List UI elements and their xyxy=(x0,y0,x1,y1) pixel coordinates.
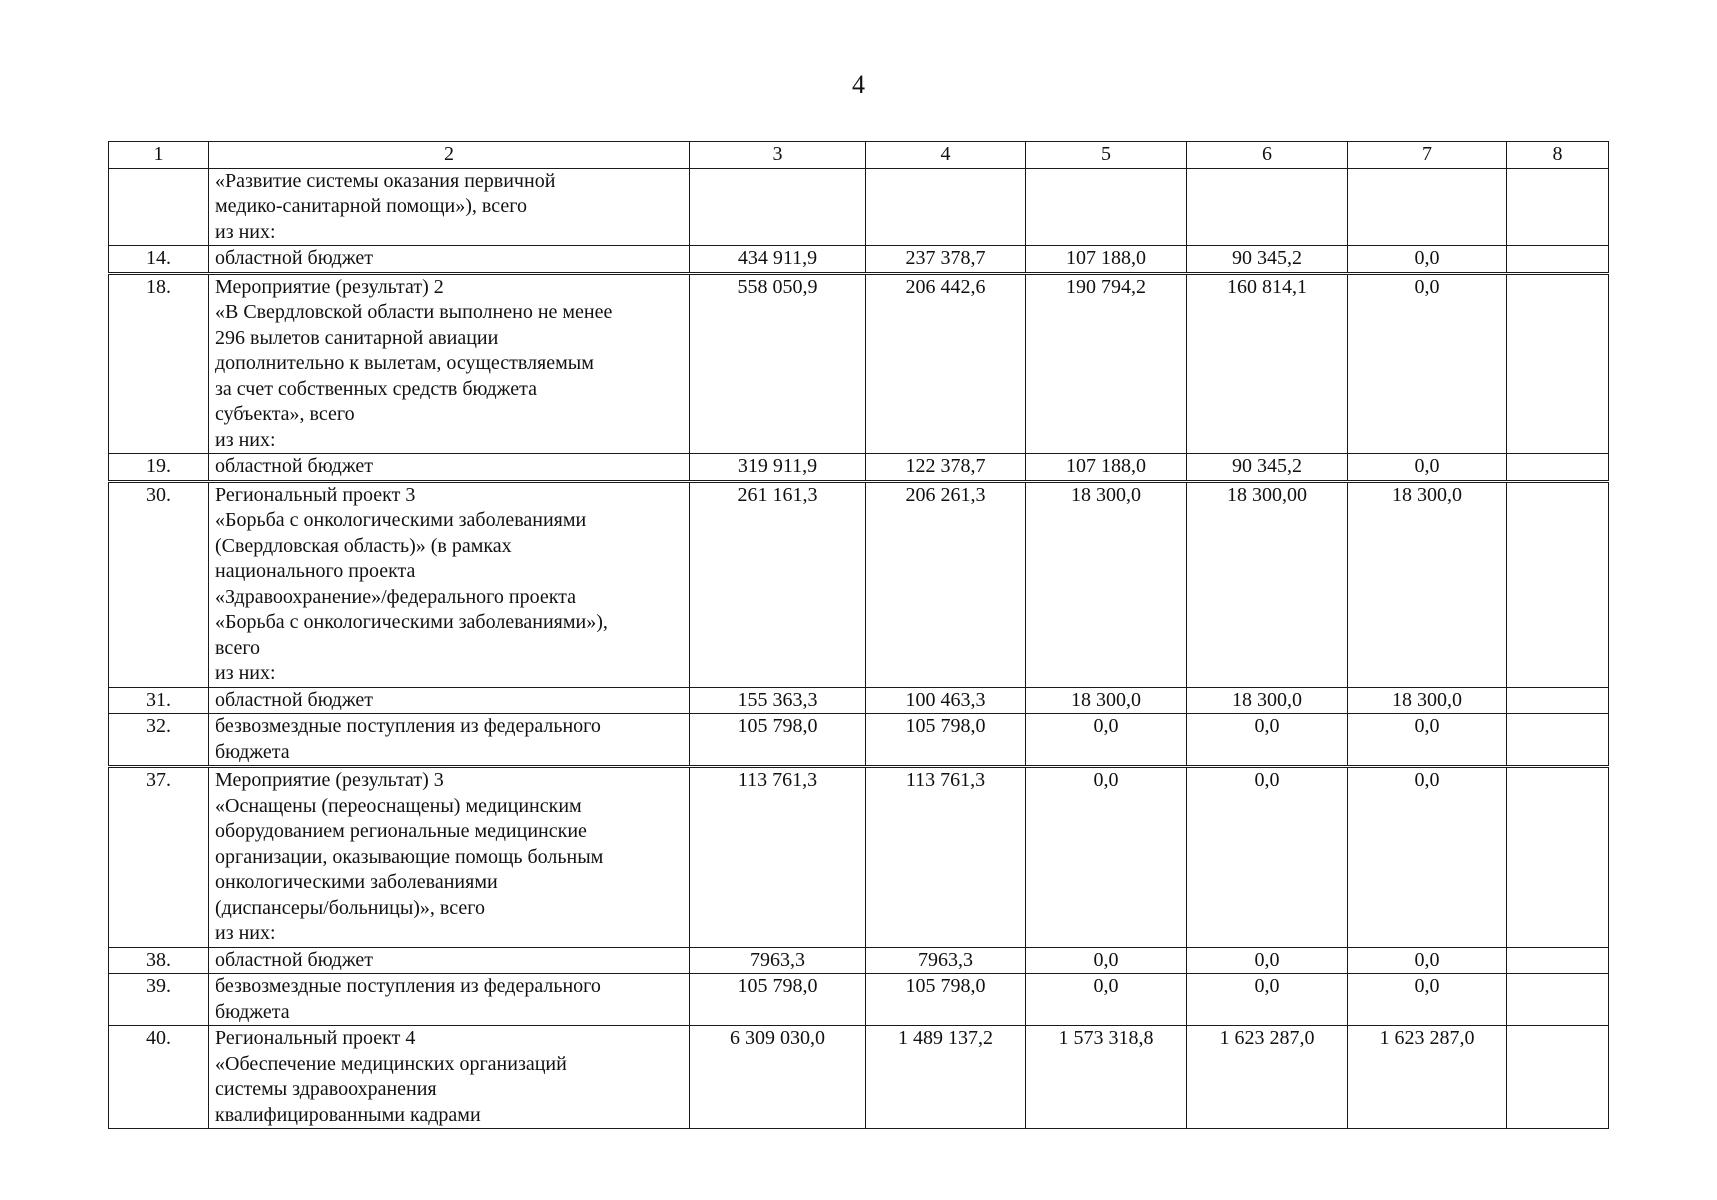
table-row xyxy=(109,947,1609,974)
value-cell-col8 xyxy=(1507,1026,1609,1129)
value-cell-col7: 0,0 xyxy=(1348,714,1507,767)
value-cell-col8 xyxy=(1507,687,1609,714)
table-row xyxy=(109,168,1609,246)
table-row xyxy=(109,974,1609,1026)
value-cell-col6: 0,0 xyxy=(1187,947,1348,974)
row-number-cell: 38. xyxy=(109,947,209,974)
value-cell-col8 xyxy=(1507,714,1609,767)
description-cell: областной бюджет xyxy=(209,246,690,274)
column-number-header: 7 xyxy=(1348,142,1507,169)
value-cell-col3: 319 911,9 xyxy=(690,454,866,482)
value-cell-col4: 1 489 137,2 xyxy=(866,1026,1026,1129)
table-row xyxy=(109,481,1609,687)
value-cell-col4: 100 463,3 xyxy=(866,687,1026,714)
value-cell-col6: 0,0 xyxy=(1187,767,1348,948)
value-cell-col6 xyxy=(1187,168,1348,246)
value-cell-col5: 18 300,0 xyxy=(1026,481,1187,687)
description-cell: Региональный проект 4 «Обеспечение медицинских организаций системы здравоохранения квалифицированными кадрами xyxy=(209,1026,690,1129)
column-number-header: 4 xyxy=(866,142,1026,169)
value-cell-col4: 237 378,7 xyxy=(866,246,1026,274)
description-cell: областной бюджет xyxy=(209,687,690,714)
value-cell-col6: 160 814,1 xyxy=(1187,273,1348,454)
row-number-cell xyxy=(109,168,209,246)
row-number-cell: 40. xyxy=(109,1026,209,1129)
description-cell: Мероприятие (результат) 2 «В Свердловской области выполнено не менее 296 вылетов санитарной авиации дополнительно к вылетам, осуществляемым за счет собственных средств бюджета субъекта», всего из них: xyxy=(209,273,690,454)
column-number-header: 3 xyxy=(690,142,866,169)
table-row xyxy=(109,1026,1609,1129)
value-cell-col5: 107 188,0 xyxy=(1026,454,1187,482)
table-row xyxy=(109,687,1609,714)
column-number-header: 8 xyxy=(1507,142,1609,169)
value-cell-col5 xyxy=(1026,168,1187,246)
description-cell: областной бюджет xyxy=(209,947,690,974)
value-cell-col3: 105 798,0 xyxy=(690,714,866,767)
value-cell-col8 xyxy=(1507,273,1609,454)
row-number-cell: 19. xyxy=(109,454,209,482)
value-cell-col3: 113 761,3 xyxy=(690,767,866,948)
description-cell: Мероприятие (результат) 3 «Оснащены (переоснащены) медицинским оборудованием региональные медицинские организации, оказывающие помощь больным онкологическими заболеваниями (диспансеры/больницы)», всего из них: xyxy=(209,767,690,948)
table-row xyxy=(109,714,1609,767)
value-cell-col6: 90 345,2 xyxy=(1187,454,1348,482)
value-cell-col6: 1 623 287,0 xyxy=(1187,1026,1348,1129)
table-row xyxy=(109,767,1609,948)
row-number-cell: 30. xyxy=(109,481,209,687)
value-cell-col6: 0,0 xyxy=(1187,974,1348,1026)
value-cell-col6: 0,0 xyxy=(1187,714,1348,767)
column-number-header: 6 xyxy=(1187,142,1348,169)
row-number-cell: 32. xyxy=(109,714,209,767)
value-cell-col6: 18 300,00 xyxy=(1187,481,1348,687)
table-row xyxy=(109,246,1609,274)
value-cell-col5: 18 300,0 xyxy=(1026,687,1187,714)
value-cell-col7: 0,0 xyxy=(1348,273,1507,454)
value-cell-col4: 206 442,6 xyxy=(866,273,1026,454)
row-number-cell: 31. xyxy=(109,687,209,714)
value-cell-col7 xyxy=(1348,168,1507,246)
value-cell-col5: 0,0 xyxy=(1026,974,1187,1026)
table-header-row xyxy=(109,142,1609,169)
value-cell-col5: 190 794,2 xyxy=(1026,273,1187,454)
value-cell-col7: 18 300,0 xyxy=(1348,481,1507,687)
value-cell-col3: 105 798,0 xyxy=(690,974,866,1026)
value-cell-col5: 0,0 xyxy=(1026,714,1187,767)
value-cell-col5: 107 188,0 xyxy=(1026,246,1187,274)
value-cell-col6: 18 300,0 xyxy=(1187,687,1348,714)
value-cell-col4: 105 798,0 xyxy=(866,714,1026,767)
value-cell-col8 xyxy=(1507,767,1609,948)
description-cell: Региональный проект 3 «Борьба с онкологическими заболеваниями (Свердловская область)» (в рамках национального проекта «Здравоохранение»/федерального проекта «Борьба с онкологическими заболеваниями»), всего из них: xyxy=(209,481,690,687)
value-cell-col4: 206 261,3 xyxy=(866,481,1026,687)
value-cell-col5: 0,0 xyxy=(1026,767,1187,948)
value-cell-col7: 0,0 xyxy=(1348,974,1507,1026)
value-cell-col3 xyxy=(690,168,866,246)
description-cell: областной бюджет xyxy=(209,454,690,482)
value-cell-col6: 90 345,2 xyxy=(1187,246,1348,274)
table-row xyxy=(109,273,1609,454)
value-cell-col3: 7963,3 xyxy=(690,947,866,974)
budget-table xyxy=(108,141,1609,1129)
value-cell-col8 xyxy=(1507,974,1609,1026)
row-number-cell: 39. xyxy=(109,974,209,1026)
value-cell-col7: 1 623 287,0 xyxy=(1348,1026,1507,1129)
column-number-header: 1 xyxy=(109,142,209,169)
page-number: 4 xyxy=(852,70,865,99)
value-cell-col7: 0,0 xyxy=(1348,947,1507,974)
value-cell-col4: 7963,3 xyxy=(866,947,1026,974)
value-cell-col3: 434 911,9 xyxy=(690,246,866,274)
description-cell: «Развитие системы оказания первичной медико-санитарной помощи»), всего из них: xyxy=(209,168,690,246)
row-number-cell: 18. xyxy=(109,273,209,454)
row-number-cell: 37. xyxy=(109,767,209,948)
value-cell-col3: 155 363,3 xyxy=(690,687,866,714)
table-row xyxy=(109,454,1609,482)
value-cell-col7: 0,0 xyxy=(1348,767,1507,948)
column-number-header: 2 xyxy=(209,142,690,169)
value-cell-col8 xyxy=(1507,481,1609,687)
value-cell-col3: 6 309 030,0 xyxy=(690,1026,866,1129)
value-cell-col4: 105 798,0 xyxy=(866,974,1026,1026)
description-cell: безвозмездные поступления из федерального бюджета xyxy=(209,714,690,767)
column-number-header: 5 xyxy=(1026,142,1187,169)
value-cell-col5: 0,0 xyxy=(1026,947,1187,974)
description-cell: безвозмездные поступления из федерального бюджета xyxy=(209,974,690,1026)
value-cell-col8 xyxy=(1507,454,1609,482)
row-number-cell: 14. xyxy=(109,246,209,274)
value-cell-col8 xyxy=(1507,246,1609,274)
value-cell-col4: 113 761,3 xyxy=(866,767,1026,948)
value-cell-col4 xyxy=(866,168,1026,246)
value-cell-col5: 1 573 318,8 xyxy=(1026,1026,1187,1129)
value-cell-col3: 558 050,9 xyxy=(690,273,866,454)
value-cell-col3: 261 161,3 xyxy=(690,481,866,687)
value-cell-col7: 0,0 xyxy=(1348,454,1507,482)
value-cell-col4: 122 378,7 xyxy=(866,454,1026,482)
value-cell-col8 xyxy=(1507,168,1609,246)
value-cell-col7: 18 300,0 xyxy=(1348,687,1507,714)
value-cell-col8 xyxy=(1507,947,1609,974)
value-cell-col7: 0,0 xyxy=(1348,246,1507,274)
